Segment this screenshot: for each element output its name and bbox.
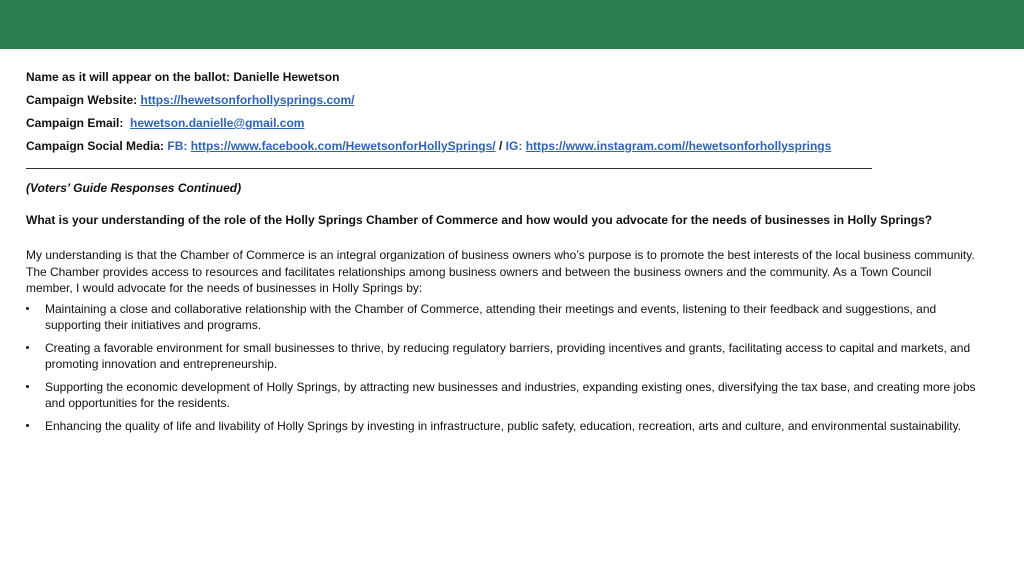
bullet-dot-icon (26, 385, 29, 388)
candidate-name: Danielle Hewetson (233, 70, 340, 84)
facebook-link[interactable]: https://www.facebook.com/HewetsonforHollySprings/ (190, 139, 496, 153)
bullet-dot-icon (26, 424, 29, 427)
header-bar (0, 0, 1024, 49)
bullet-item (26, 301, 978, 333)
website-label: Campaign Website: (26, 93, 138, 107)
continued-label: (Voters’ Guide Responses Continued) (26, 181, 242, 195)
instagram-link[interactable]: https://www.instagram.com//hewetsonforhollysprings (525, 139, 832, 153)
fb-label: FB: (167, 139, 188, 153)
bullet-text: Maintaining a close and collaborative relationship with the Chamber of Commerce, attending their meetings and events, listening to their feedback and suggestions, and supporting their initiatives and programs. (45, 302, 937, 332)
social-separator: / (498, 139, 503, 153)
social-line (26, 139, 976, 154)
bullet-dot-icon (26, 346, 29, 349)
divider (26, 168, 872, 169)
email-line (26, 116, 976, 131)
social-label: Campaign Social Media: (26, 139, 165, 153)
question-text: What is your understanding of the role of the Holly Springs Chamber of Commerce and how would you advocate for the needs of businesses in Holly Springs? (26, 213, 933, 227)
ig-label: IG: (505, 139, 523, 153)
email-label: Campaign Email: (26, 116, 124, 130)
email-link[interactable]: hewetson.danielle@gmail.com (130, 116, 305, 130)
candidate-info (26, 70, 976, 162)
answer-bullets (26, 301, 978, 441)
bullet-text: Creating a favorable environment for small businesses to thrive, by reducing regulatory barriers, providing incentives and grants, facilitating access to capital and markets, and promoting innovation and entrepreneurship. (45, 341, 971, 371)
bullet-item (26, 379, 978, 411)
answer-intro: My understanding is that the Chamber of Commerce is an integral organization of business owners who’s purpose is to promote the best interests of the local business community. The Chamber provides access to resources and facilitates relationships among business owners and between the business owners and the community. As a Town Council member, I would advocate for the needs of businesses in Holly Springs by: (26, 248, 975, 295)
website-link[interactable]: https://hewetsonforhollysprings.com/ (140, 93, 355, 107)
bullet-dot-icon (26, 307, 29, 310)
bullet-text: Enhancing the quality of life and livability of Holly Springs by investing in infrastructure, public safety, education, recreation, arts and culture, and environmental sustainability. (45, 419, 962, 433)
ballot-name-line (26, 70, 976, 85)
website-line (26, 93, 976, 108)
bullet-item (26, 340, 978, 372)
bullet-text: Supporting the economic development of Holly Springs, by attracting new businesses and industries, expanding existing ones, diversifying the tax base, and creating more jobs and opportunities for the residents. (45, 380, 976, 410)
bullet-item (26, 418, 978, 434)
ballot-name-label: Name as it will appear on the ballot: (26, 70, 231, 84)
